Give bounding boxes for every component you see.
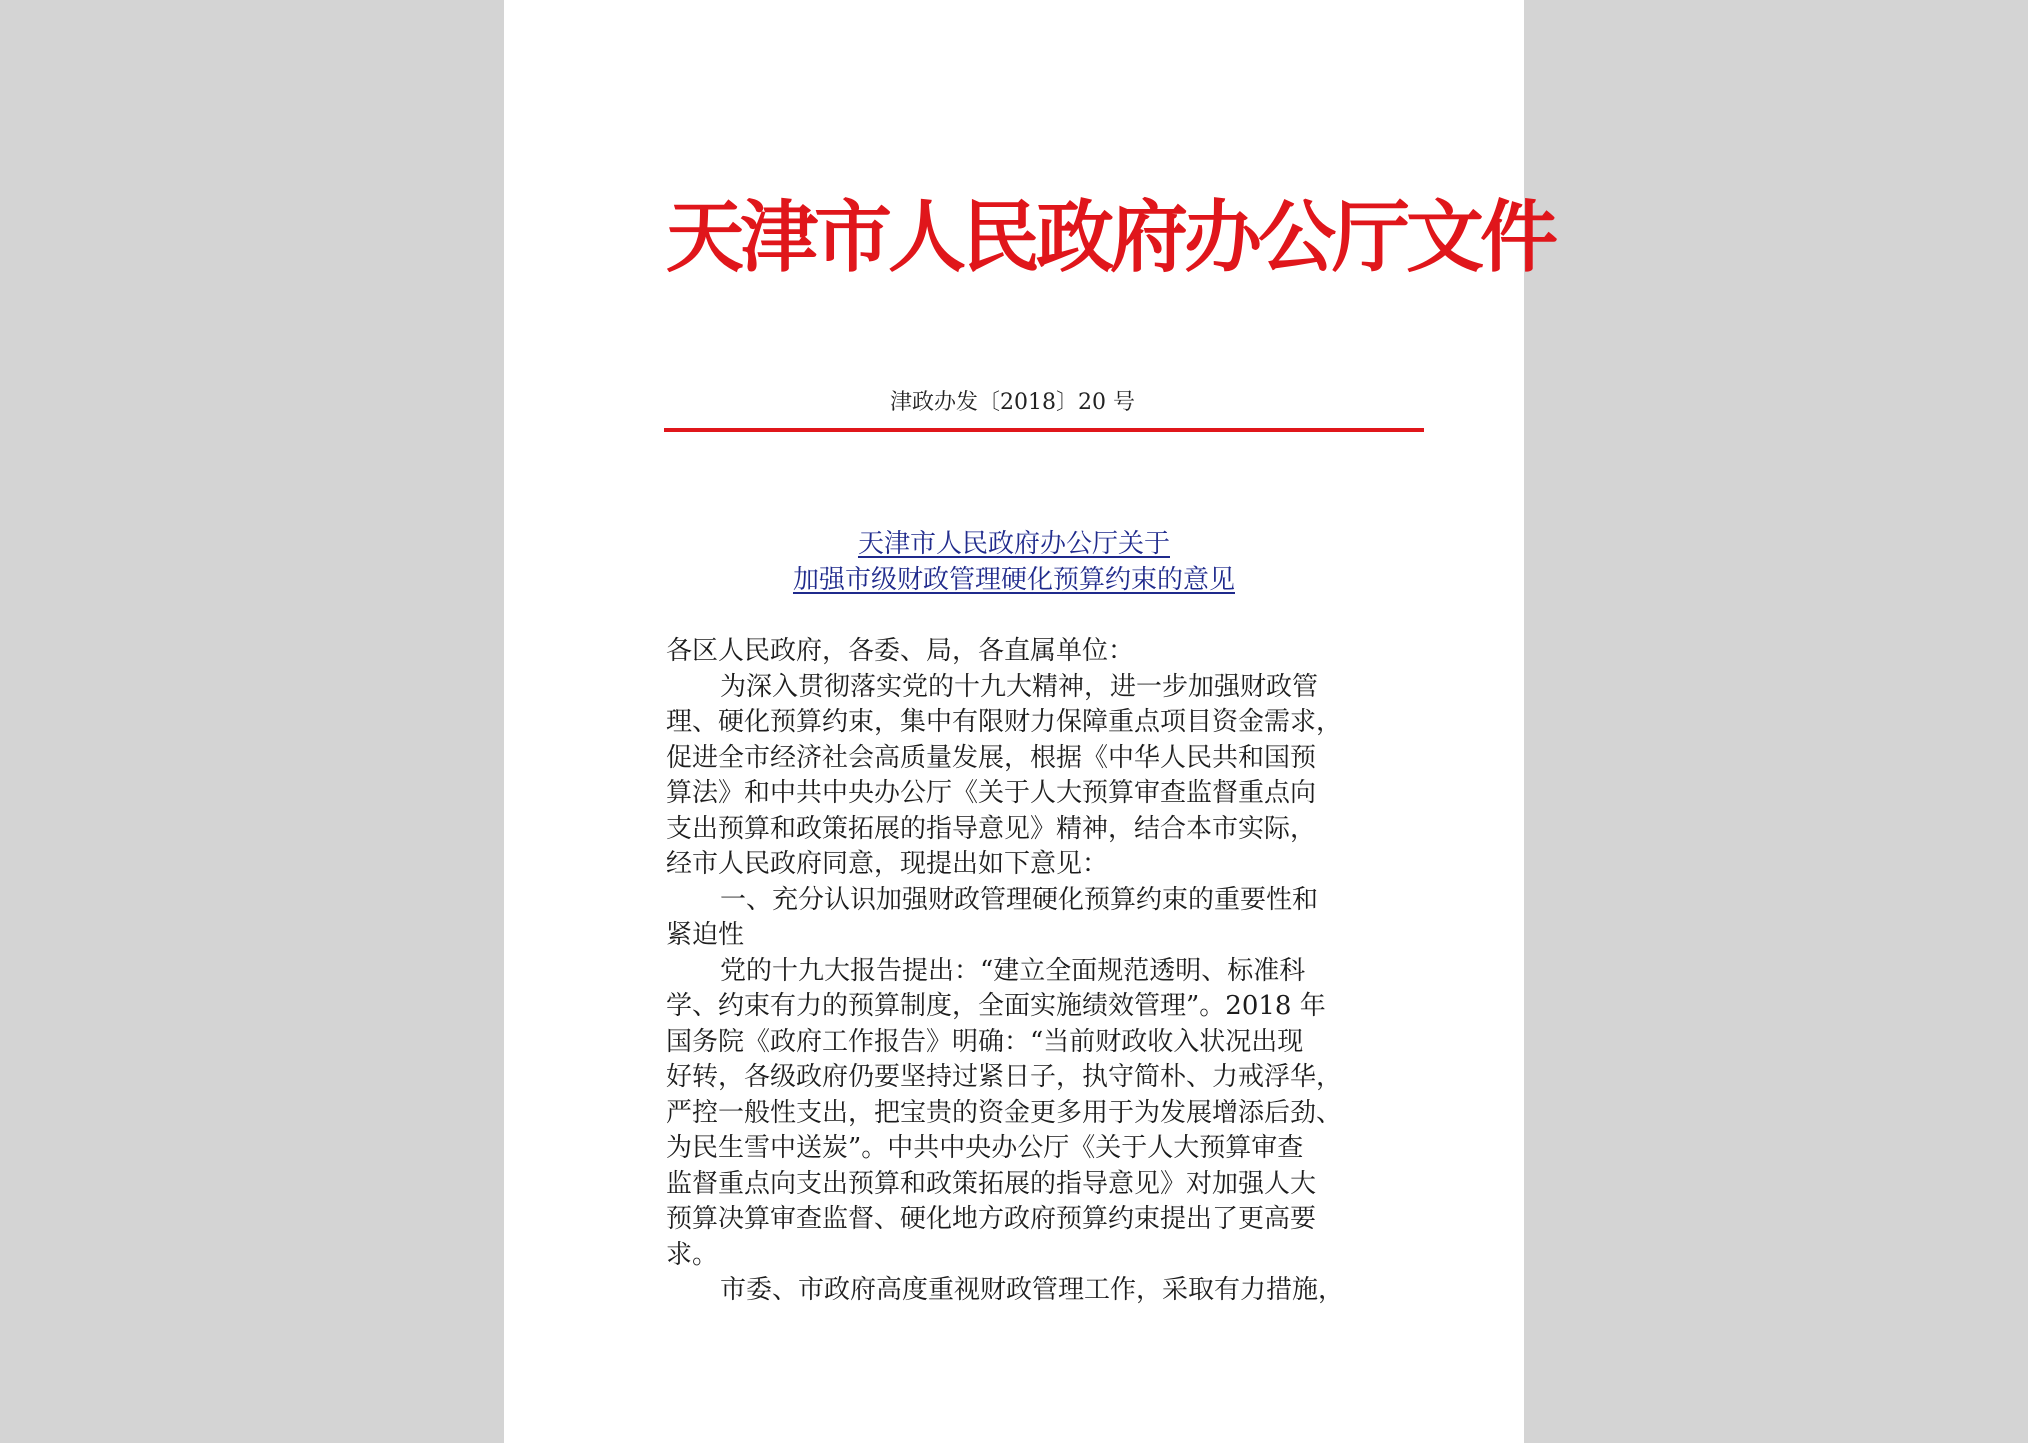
section-heading: 一、充分认识加强财政管理硬化预算约束的重要性和 [720,884,1319,915]
body-line: 支出预算和政策拓展的指导意见》精神，结合本市实际， [666,813,1317,844]
body-line: 求。 [666,1239,719,1270]
issuer-header: 天津市人民政府办公厅文件 [666,192,1555,283]
body-line: 监督重点向支出预算和政策拓展的指导意见》对加强人大 [666,1168,1317,1199]
body-line: 学、约束有力的预算制度，全面实施绩效管理”。2018 年 [666,991,1326,1021]
body-line: 理、硬化预算约束，集中有限财力保障重点项目资金需求， [666,707,1343,737]
salutation: 各区人民政府，各委、局，各直属单位： [666,636,1135,666]
body-line: 严控一般性支出，把宝贵的资金更多用于为发展增添后劲、 [666,1097,1343,1128]
document-number: 津政办发〔2018〕20 号 [890,390,1135,415]
body-line: 国务院《政府工作报告》明确：“当前财政收入状况出现 [666,1026,1304,1057]
document-body [666,634,1386,1309]
body-line: 好转，各级政府仍要坚持过紧日子，执守简朴、力戒浮华， [666,1062,1343,1092]
body-line: 促进全市经济社会高质量发展，根据《中华人民共和国预 [666,742,1317,773]
body-line: 算法》和中共中央办公厅《关于人大预算审查监督重点向 [666,778,1317,808]
section-heading: 紧迫性 [666,920,745,950]
body-line: 预算决算审查监督、硬化地方政府预算约束提出了更高要 [666,1204,1317,1234]
red-divider-line [664,428,1424,432]
document-page [504,0,1555,1443]
document-subject[interactable] [504,526,1524,598]
subject-line-2[interactable]: 加强市级财政管理硬化预算约束的意见 [792,565,1235,595]
body-line: 为深入贯彻落实党的十九大精神，进一步加强财政管 [720,671,1319,702]
subject-line-1[interactable]: 天津市人民政府办公厅关于 [857,529,1170,559]
body-line: 为民生雪中送炭”。中共中央办公厅《关于人大预算审查 [666,1133,1304,1163]
body-line: 市委、市政府高度重视财政管理工作，采取有力措施， [720,1275,1345,1305]
body-line: 党的十九大报告提出：“建立全面规范透明、标准科 [720,955,1306,986]
body-line: 经市人民政府同意，现提出如下意见： [666,849,1109,879]
